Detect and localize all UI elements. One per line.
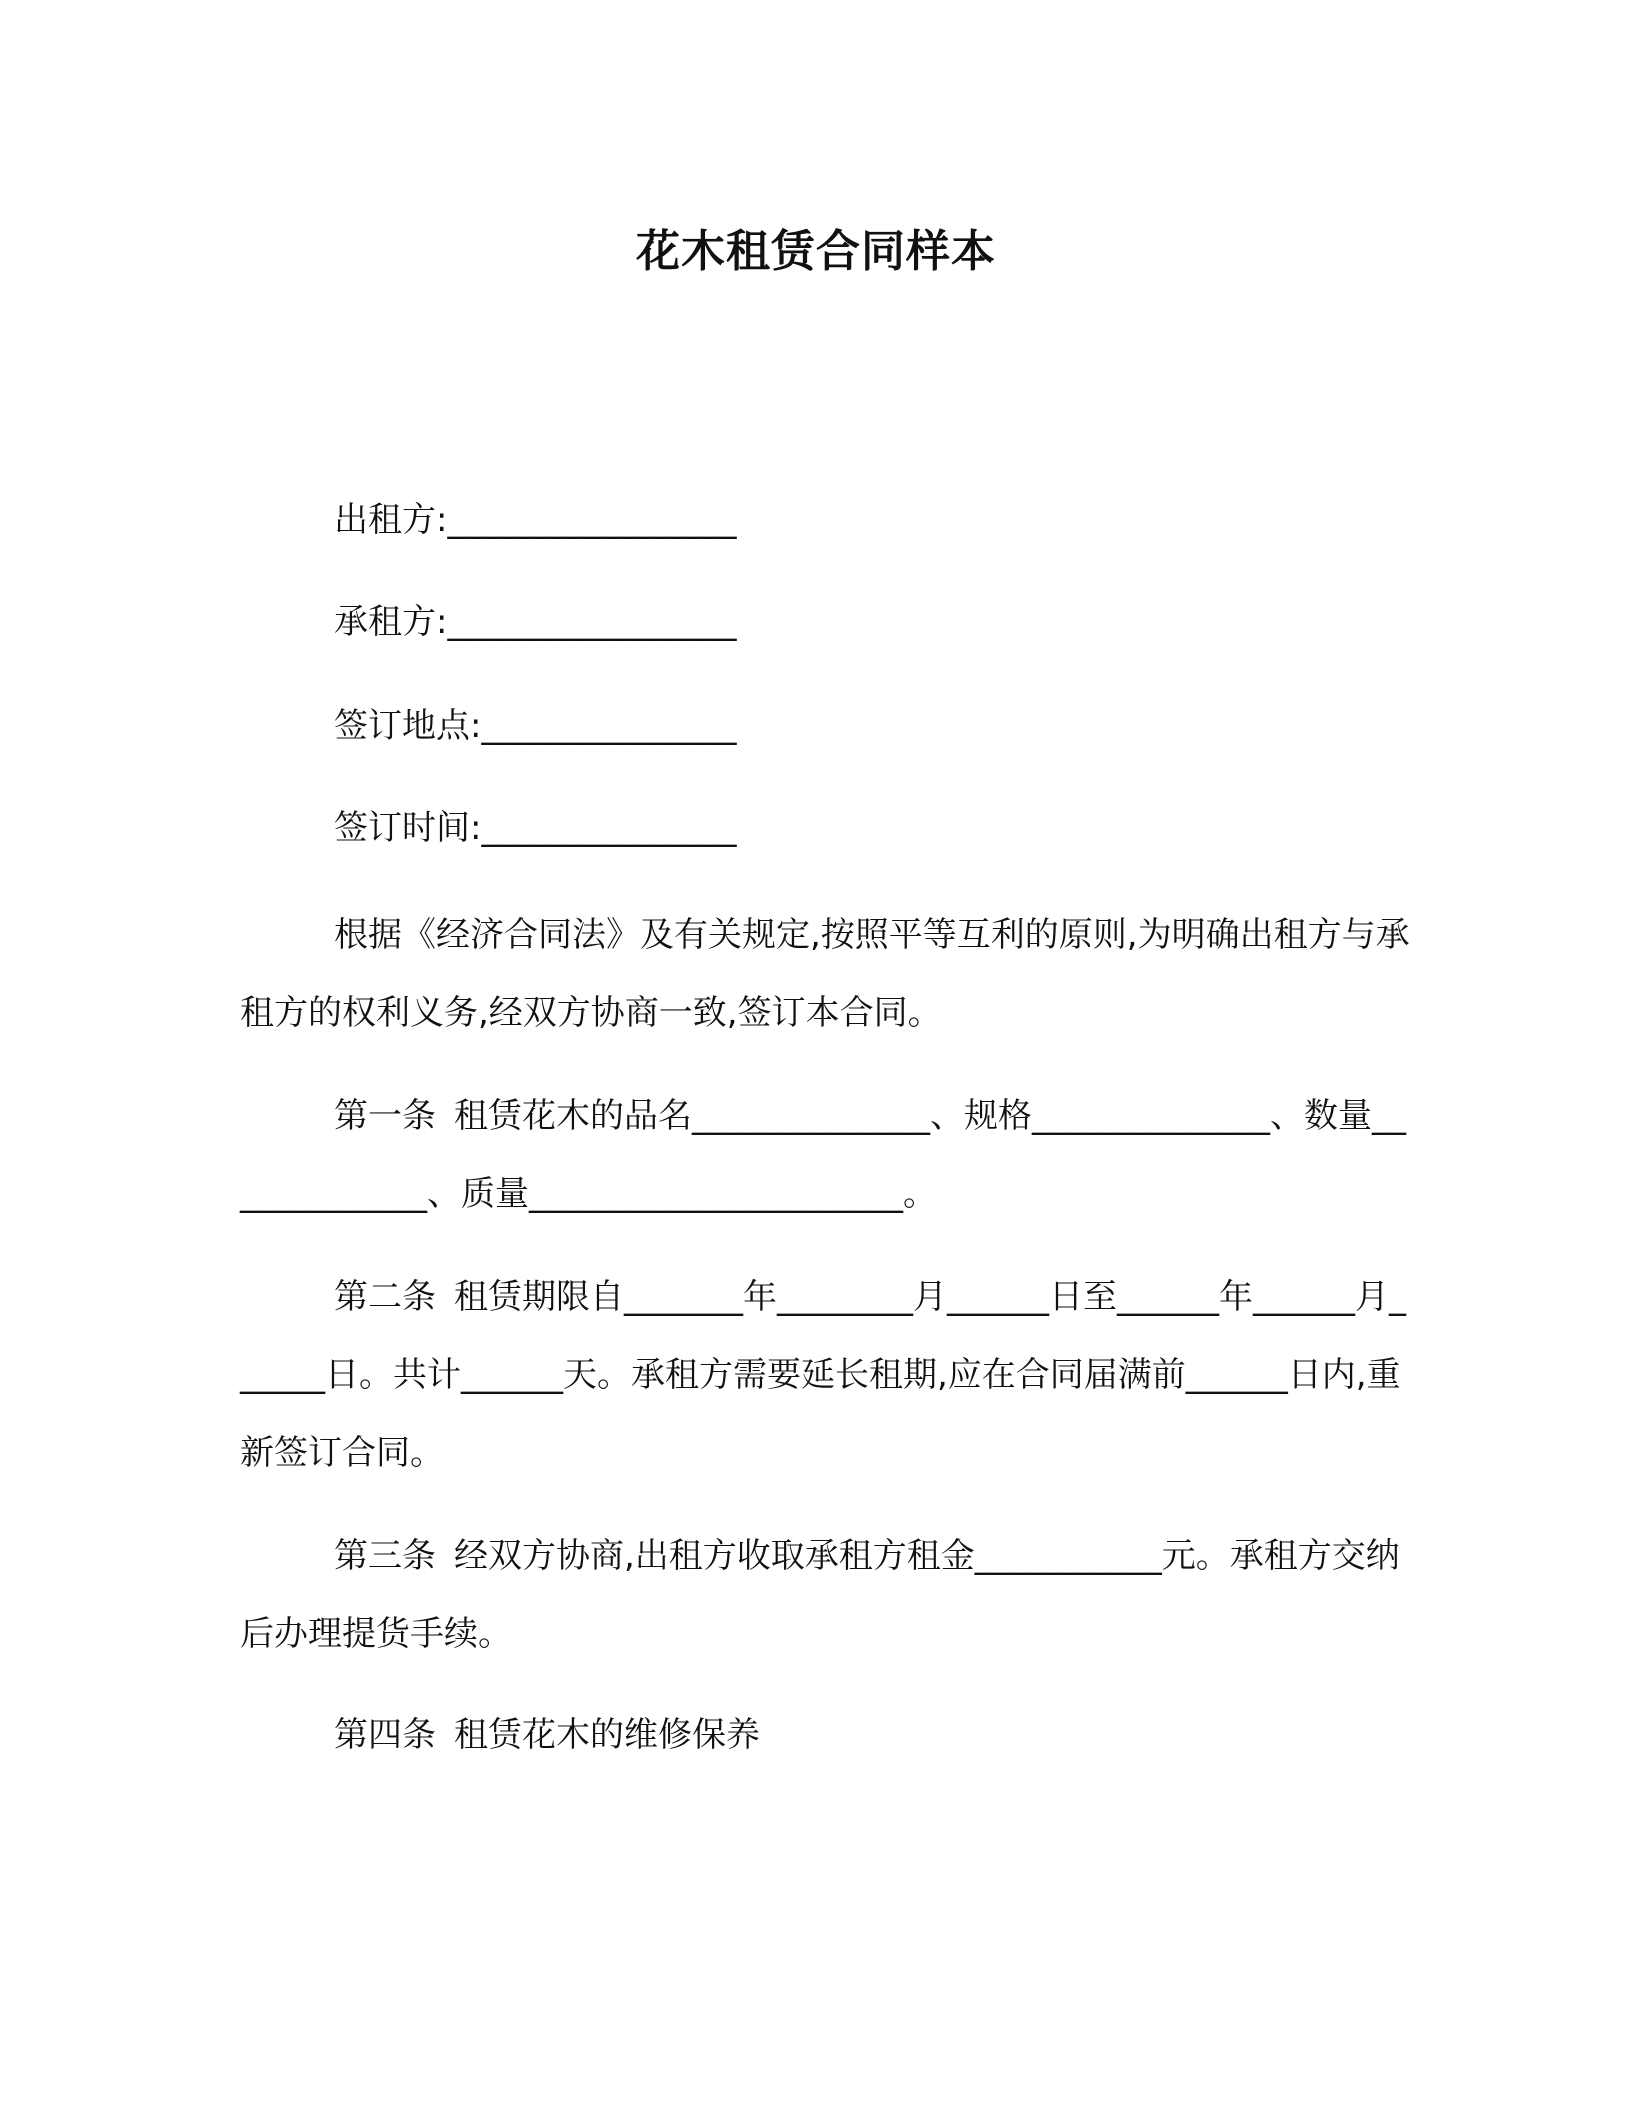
lessor-field [334,496,736,544]
article-2-number: 第二条 [334,1277,436,1317]
signing-time-field [334,804,736,852]
article-1 [240,1077,1420,1233]
lessee-label: 承租方: [334,602,448,642]
article-4 [240,1696,1420,1774]
signing-place-label: 签订地点: [334,706,482,746]
signing-place-blank: _______________ [481,706,737,746]
lessor-label: 出租方: [334,500,448,540]
lessee-blank: _________________ [447,602,737,642]
article-1-text: 租赁花木的品名______________、规格______________、数量_____________、质量______________________。 [240,1096,1406,1214]
signing-time-blank: _______________ [481,808,737,848]
signing-place-field [334,702,736,750]
lessor-blank: _________________ [447,500,737,540]
lessee-field [334,598,736,646]
article-2-text: 租赁期限自_______年________月______日至______年______月______日。共计______天。承租方需要延长租期,应在合同届满前______日内,重新签订合同。 [240,1277,1406,1473]
article-3 [240,1517,1420,1673]
article-1-number: 第一条 [334,1096,436,1136]
article-2 [240,1258,1420,1492]
document-title: 花木租赁合同样本 [636,226,996,277]
article-3-number: 第三条 [334,1536,436,1576]
article-4-number: 第四条 [334,1715,436,1755]
preamble-paragraph: 根据《经济合同法》及有关规定,按照平等互利的原则,为明确出租方与承租方的权利义务,经双方协商一致,签订本合同。 [240,915,1410,1033]
signing-time-label: 签订时间: [334,808,482,848]
article-4-text: 租赁花木的维修保养 [454,1715,760,1755]
article-3-text: 经双方协商,出租方收取承租方租金___________元。承租方交纳后办理提货手续。 [240,1536,1400,1654]
